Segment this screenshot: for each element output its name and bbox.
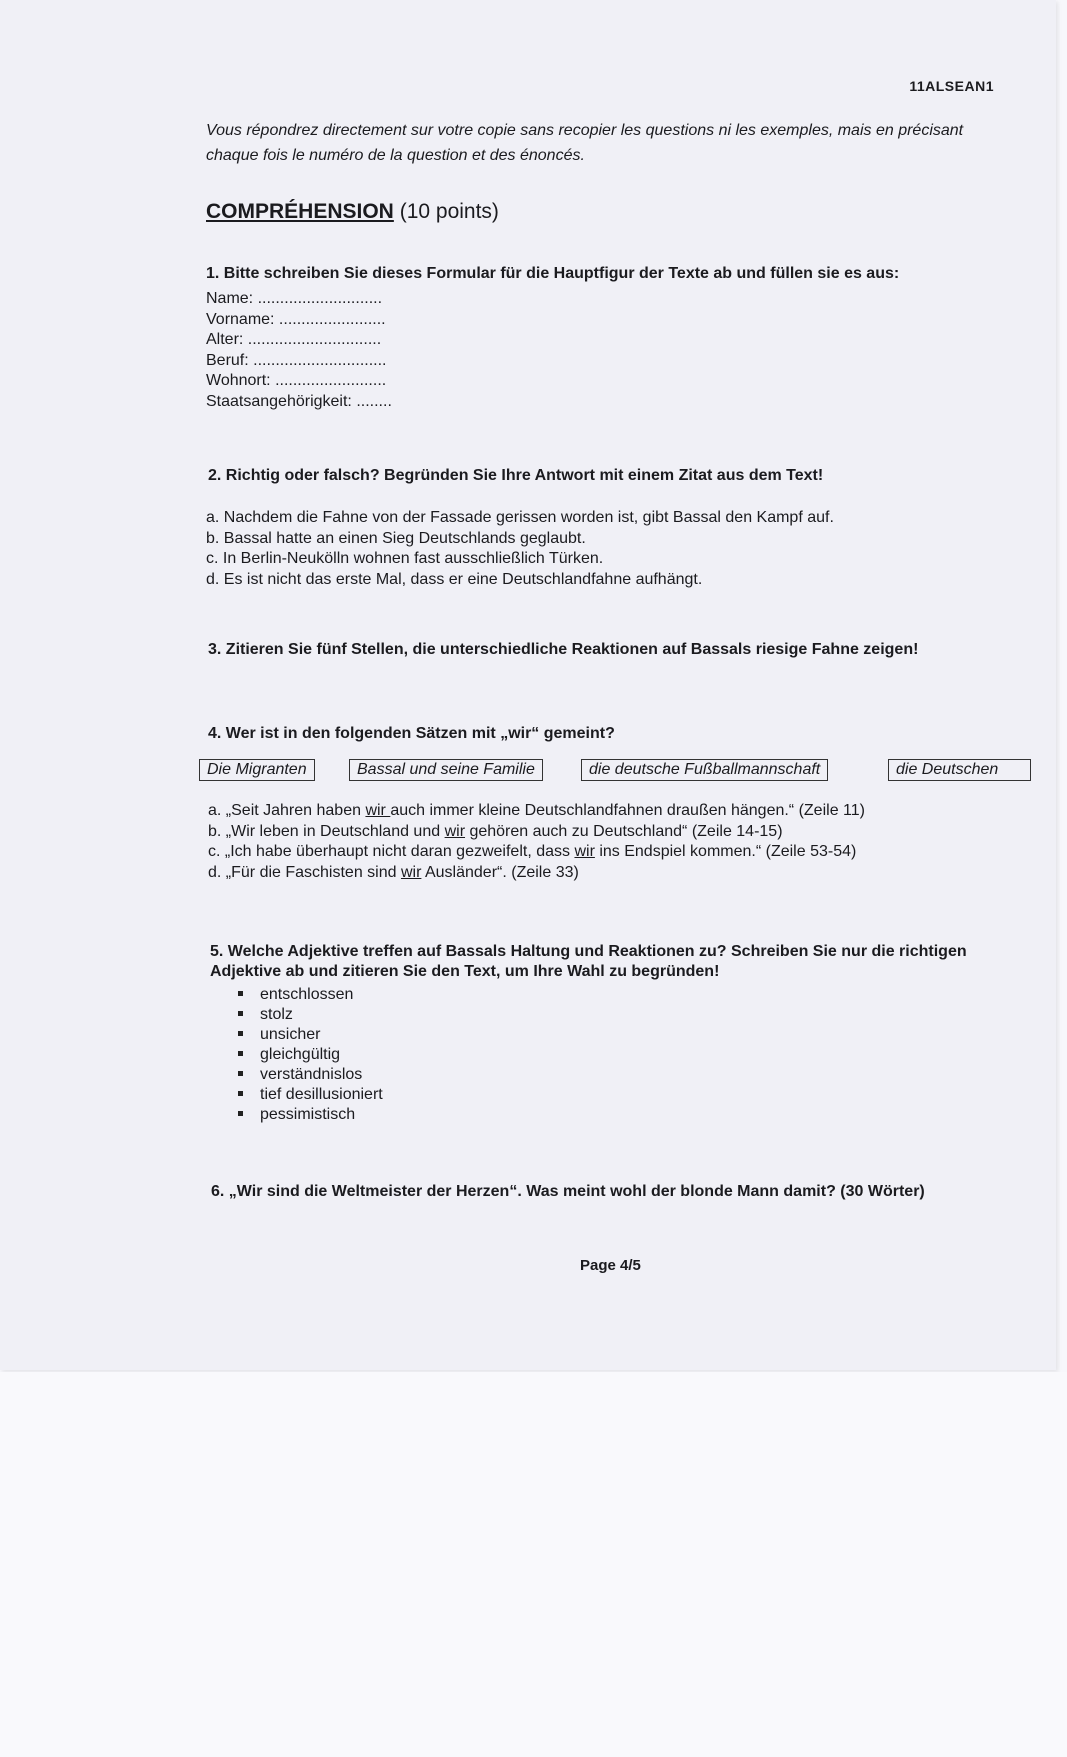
bullet-icon (238, 1031, 243, 1036)
sentence-item: a. „Seit Jahren haben wir auch immer kleine Deutschlandfahnen draußen hängen.“ (Zeile 11) (208, 802, 865, 819)
question-2: 2. Richtig oder falsch? Begründen Sie Ihre Antwort mit einem Zitat aus dem Text! (208, 467, 824, 484)
bullet-icon (238, 991, 243, 996)
statement-item: d. Es ist nicht das erste Mal, dass er eine Deutschlandfahne aufhängt. (206, 570, 703, 588)
adjective-item: verständnislos (238, 1065, 383, 1085)
option-box: die Deutschen (888, 759, 1031, 781)
statement-item: a. Nachdem die Fahne von der Fassade gerissen worden ist, gibt Bassal den Kampf auf. (206, 509, 834, 526)
option-box: Die Migranten (199, 759, 315, 781)
adjective-item: pessimistisch (238, 1105, 383, 1125)
statement-item: c. In Berlin-Neukölln wohnen fast ausschließlich Türken. (206, 550, 604, 567)
question-6: 6. „Wir sind die Weltmeister der Herzen“. Was meint wohl der blonde Mann damit? (30 Wörter) (211, 1183, 925, 1200)
form-field: Vorname: ........................ (206, 310, 386, 328)
sentence-item: b. „Wir leben in Deutschland und wir gehören auch zu Deutschland“ (Zeile 14-15) (208, 822, 783, 840)
wir-underlined: wir (574, 843, 595, 860)
question-1: 1. Bitte schreiben Sie dieses Formular für die Hauptfigur der Texte ab und füllen sie es aus: (206, 265, 900, 282)
wir-underlined: wir (400, 863, 422, 881)
form-field: Staatsangehörigkeit: ........ (206, 392, 392, 410)
wir-underlined: wir (365, 802, 391, 819)
section-name: COMPRÉHENSION (206, 200, 394, 223)
sentence-item: c. „Ich habe überhaupt nicht daran gezweifelt, dass wir ins Endspiel kommen.“ (Zeile 53-54) (208, 843, 857, 860)
form-field: Name: ............................ (206, 290, 383, 307)
instructions: Vous répondrez directement sur votre copie sans recopier les questions ni les exemples, mais en précisant chaque fois le numéro de la question et des énoncés. (206, 122, 964, 164)
section-title (206, 200, 499, 224)
exam-code: 11ALSEAN1 (909, 78, 994, 94)
sentence-item: d. „Für die Faschisten sind wir Ausländer“. (Zeile 33) (208, 863, 579, 881)
question-4: 4. Wer ist in den folgenden Sätzen mit „wir“ gemeint? (208, 725, 615, 742)
adjective-item: entschlossen (238, 985, 383, 1005)
question-3: 3. Zitieren Sie fünf Stellen, die unterschiedliche Reaktionen auf Bassals riesige Fahne zeigen! (208, 641, 919, 658)
option-box: Bassal und seine Familie (349, 759, 543, 781)
form-field: Alter: .............................. (206, 331, 382, 348)
bullet-icon (238, 1051, 243, 1056)
scan-background (0, 1372, 1067, 1757)
page-number: Page 4/5 (580, 1257, 641, 1274)
option-box: die deutsche Fußballmannschaft (581, 759, 828, 781)
bullet-icon (238, 1011, 243, 1016)
adjective-item: gleichgültig (238, 1045, 383, 1065)
adjective-item: stolz (238, 1005, 383, 1025)
adjective-item: tief desillusioniert (238, 1085, 383, 1105)
adjective-list (238, 985, 383, 1125)
bullet-icon (238, 1091, 243, 1096)
adjective-item: unsicher (238, 1025, 383, 1045)
form-field: Beruf: .............................. (206, 351, 387, 369)
form-fields (206, 289, 392, 412)
question-5: 5. Welche Adjektive treffen auf Bassals Haltung und Reaktionen zu? Schreiben Sie nur die richtigen Adjektive ab und zitieren Sie den Text, um Ihre Wahl zu begründen! (210, 943, 967, 980)
form-field: Wohnort: ......................... (206, 372, 387, 389)
section-points: (10 points) (399, 200, 499, 223)
bullet-icon (238, 1111, 243, 1116)
statement-item: b. Bassal hatte an einen Sieg Deutschlands geglaubt. (206, 529, 586, 547)
bullet-icon (238, 1071, 243, 1076)
sentence-list (208, 801, 865, 883)
statement-list (206, 508, 834, 590)
wir-underlined: wir (444, 822, 466, 840)
